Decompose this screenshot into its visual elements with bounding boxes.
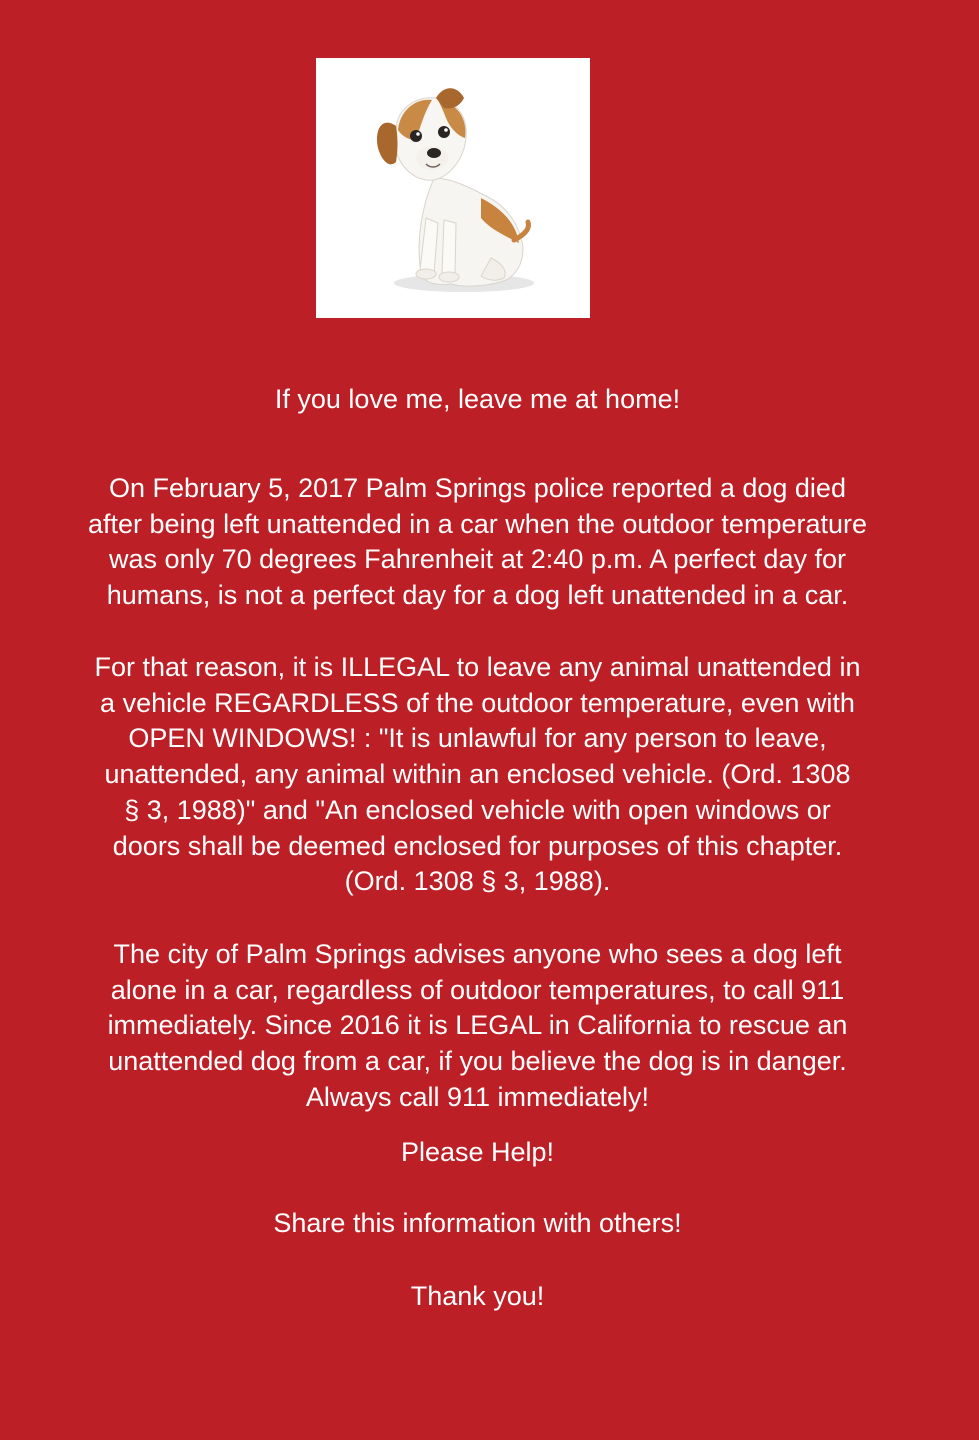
thanks-line: Thank you!: [410, 1281, 545, 1311]
dog-photo: [316, 58, 590, 318]
incident-paragraph: On February 5, 2017 Palm Springs police reported a dog died after being left unattended in a car when the outdoor temperature was only 70 degrees Fahrenheit at 2:40 p.m. A perfect day for humans, is not a perfect day for a dog left unattended in a car.: [87, 473, 868, 611]
advice-paragraph: The city of Palm Springs advises anyone who sees a dog left alone in a car, regardless of outdoor temperatures, to call 911 immediately. Since 2016 it is LEGAL in California to rescue an unattended dog from a car, if you believe the dog is in danger. Always call 911 immediately!: [107, 939, 848, 1112]
law-paragraph: For that reason, it is ILLEGAL to leave any animal unattended in a vehicle REGARDLESS of the outdoor temperature, even with OPEN WINDOWS! : "It is unlawful for any person to leave, unattended, any animal within an enclosed vehicle. (Ord. 1308 § 3, 1988)" and "An enclosed vehicle with open windows or doors shall be deemed enclosed for purposes of this chapter. (Ord. 1308 § 3, 1988).: [94, 652, 861, 897]
dog-illustration: [316, 58, 590, 318]
headline: If you love me, leave me at home!: [274, 384, 681, 414]
help-line: Please Help!: [400, 1137, 555, 1167]
share-line: Share this information with others!: [273, 1208, 682, 1238]
